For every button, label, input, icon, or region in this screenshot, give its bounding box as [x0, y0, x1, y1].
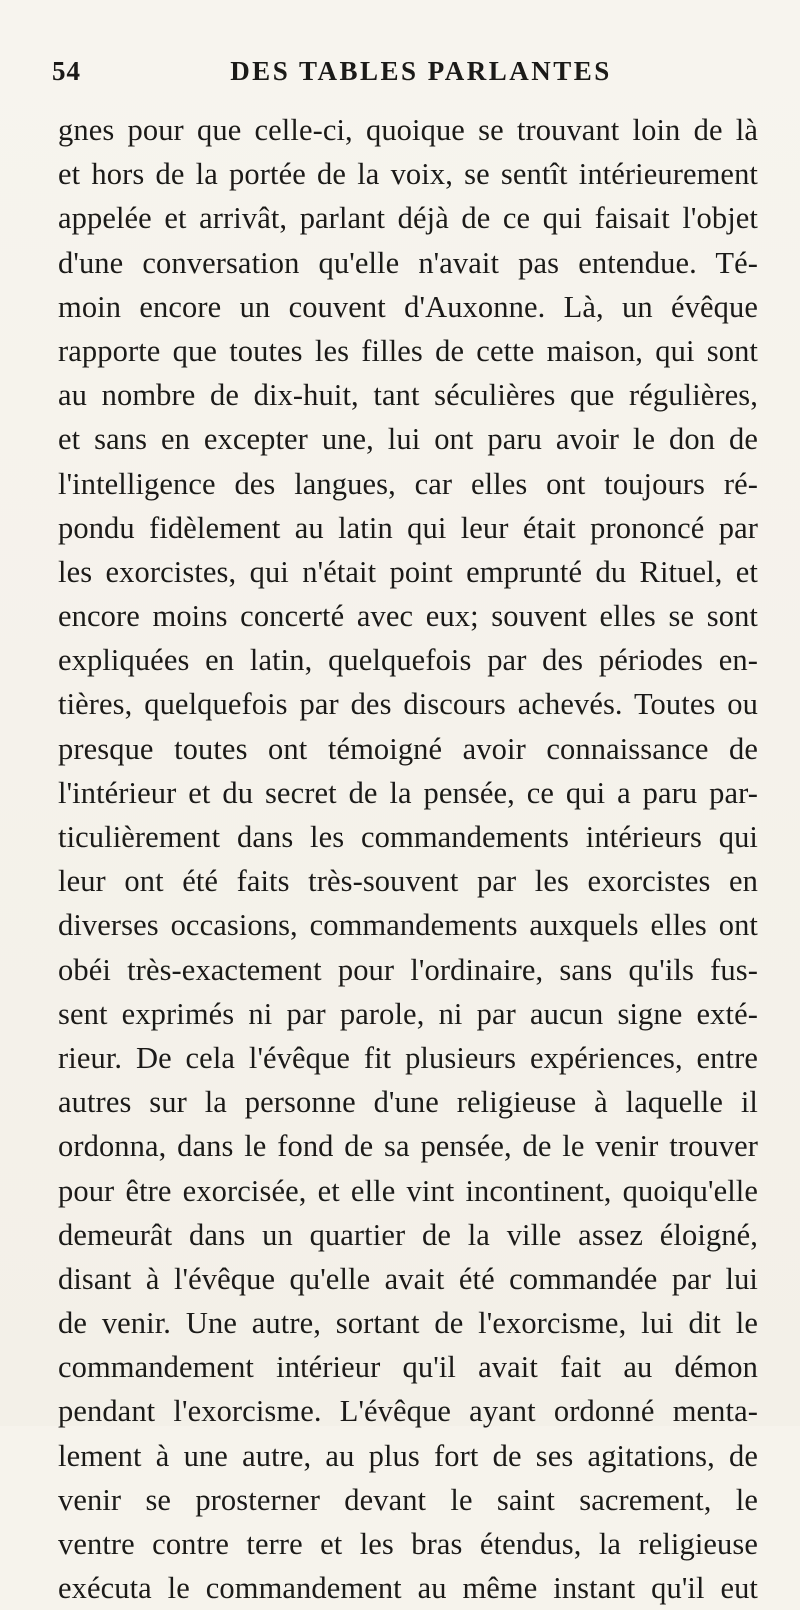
text-line: expliquées en latin, quelquefois par des périodes en- — [58, 643, 758, 678]
text-line: gnes pour que celle-ci, quoique se trouvant loin de là — [58, 113, 758, 147]
text-line: ventre contre terre et les bras étendus, la religieuse — [58, 1527, 758, 1561]
text-line: diverses occasions, commandements auxquels elles ont — [58, 908, 758, 943]
text-line: pour être exorcisée, et elle vint incontinent, quoiqu'elle — [58, 1173, 758, 1208]
text-line: appelée et arrivât, parlant déjà de ce qui faisait l'objet — [58, 201, 758, 236]
text-line: et hors de la portée de la voix, se sentît intérieurement — [58, 157, 758, 192]
text-line: ticulièrement dans les commandements intérieurs qui — [58, 820, 758, 854]
text-line: presque toutes ont témoigné avoir connaissance de — [58, 731, 758, 766]
text-line: exécuta le commandement au même instant qu'il eut — [58, 1571, 758, 1606]
page-number: 54 — [52, 56, 81, 86]
text-line: rieur. De cela l'évêque fit plusieurs expériences, entre — [58, 1040, 758, 1075]
text-line: au nombre de dix-huit, tant séculières que régulières, — [58, 378, 758, 413]
running-title: DES TABLES PARLANTES — [230, 56, 612, 86]
text-line: et sans en excepter une, lui ont paru avoir le don de — [58, 422, 758, 457]
text-line: autres sur la personne d'une religieuse à laquelle il — [58, 1085, 758, 1120]
running-head — [52, 56, 760, 100]
text-line: disant à l'évêque qu'elle avait été commandée par lui — [58, 1261, 758, 1296]
text-line: rapporte que toutes les filles de cette maison, qui sont — [58, 333, 758, 368]
text-line: leur ont été faits très-souvent par les exorcistes en — [58, 864, 758, 899]
text-line: encore moins concerté avec eux; souvent elles se sont — [58, 599, 758, 634]
text-line: ordonna, dans le fond de sa pensée, de le venir trouver — [58, 1129, 758, 1164]
text-line: demeurât dans un quartier de la ville assez éloigné, — [58, 1217, 758, 1252]
text-line: l'intérieur et du secret de la pensée, ce qui a paru par- — [58, 775, 758, 810]
text-line: pondu fidèlement au latin qui leur était prononcé par — [58, 510, 758, 545]
text-line: pendant l'exorcisme. L'évêque ayant ordonné menta- — [58, 1394, 758, 1429]
text-line: tières, quelquefois par des discours achevés. Toutes ou — [58, 687, 758, 722]
text-line: sent exprimés ni par parole, ni par aucun signe exté- — [58, 996, 758, 1031]
text-line: de venir. Une autre, sortant de l'exorcisme, lui dit le — [58, 1306, 758, 1341]
text-line: lement à une autre, au plus fort de ses agitations, de — [58, 1438, 758, 1473]
text-line: d'une conversation qu'elle n'avait pas entendue. Té- — [58, 245, 758, 280]
text-line: l'intelligence des langues, car elles ont toujours ré- — [58, 466, 758, 501]
body-text — [58, 108, 758, 1610]
text-line: obéi très-exactement pour l'ordinaire, sans qu'ils fus- — [58, 952, 758, 987]
text-line: moin encore un couvent d'Auxonne. Là, un évêque — [58, 289, 758, 324]
text-line: les exorcistes, qui n'était point emprunté du Rituel, et — [58, 554, 758, 589]
text-line: commandement intérieur qu'il avait fait au démon — [58, 1350, 758, 1385]
text-line: venir se prosterner devant le saint sacrement, le — [58, 1482, 758, 1517]
